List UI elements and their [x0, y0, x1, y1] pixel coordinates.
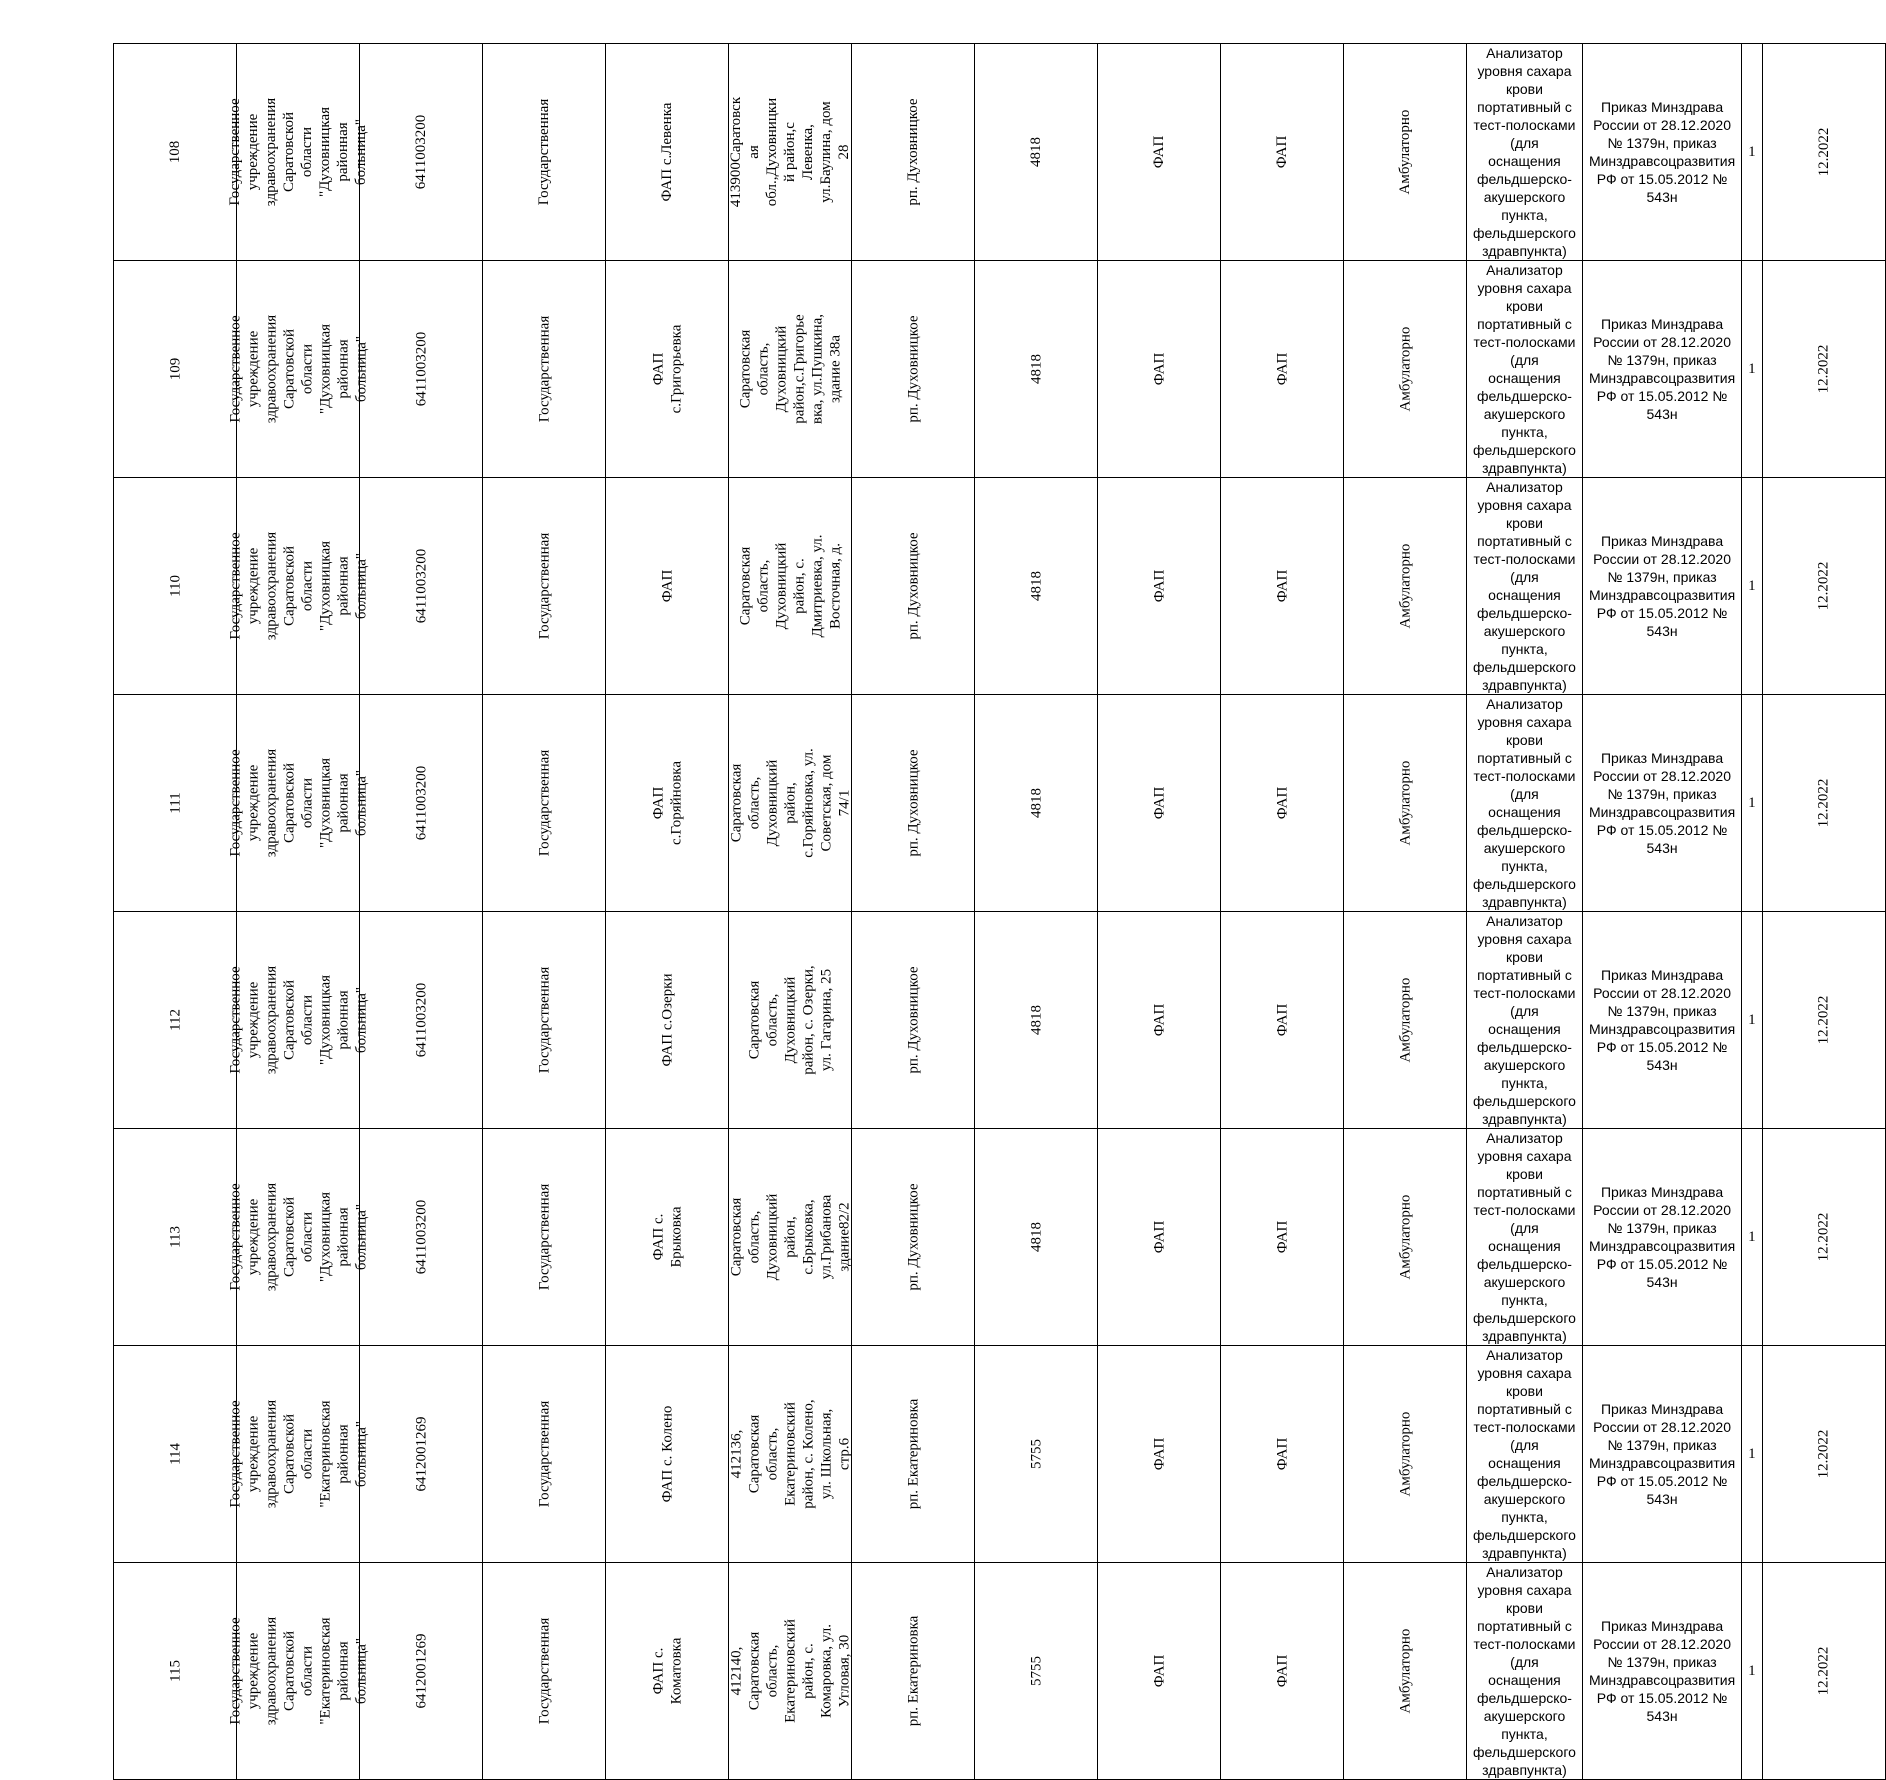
- inn-cell: [360, 912, 483, 1129]
- district-cell: [852, 695, 975, 912]
- quantity-value: 1: [1748, 795, 1756, 811]
- equipment-name: Анализатор уровня сахара крови портативный с тест-полосками (для оснащения фельдшерско-акушерского пункта, фельдшерского здравпункта): [1473, 45, 1576, 259]
- address-cell: [729, 261, 852, 478]
- ownership-form: Государственная: [536, 98, 552, 206]
- unit-address: Саратовская область, Духовницкий район, с. Озерки, ул. Гагарина, 25: [746, 965, 834, 1075]
- inn-cell: [360, 478, 483, 695]
- inn-value: 6411003200: [413, 765, 429, 841]
- care-mode: Амбулаторно: [1397, 1194, 1413, 1280]
- inn-cell: [360, 1346, 483, 1563]
- type2-cell: [1221, 695, 1344, 912]
- unit-type: ФАП: [1151, 1437, 1167, 1471]
- ownership-form: Государственная: [536, 1183, 552, 1291]
- unit-address: Саратовская область, Духовницкий район, с. Дмитриевка, ул. Восточная, д.: [737, 534, 843, 638]
- care-cell: [1344, 261, 1467, 478]
- basis-cell: [1582, 44, 1741, 261]
- unit-subtype: ФАП: [1274, 569, 1290, 603]
- care-cell: [1344, 44, 1467, 261]
- ownership-cell: [483, 1346, 606, 1563]
- unit-type: ФАП: [1151, 1003, 1167, 1037]
- table-row: [114, 1346, 1886, 1563]
- date-cell: [1762, 1346, 1885, 1563]
- unit-subtype: ФАП: [1274, 352, 1290, 386]
- unit-type: ФАП: [1151, 135, 1167, 169]
- unit-cell: [606, 1563, 729, 1780]
- code-cell: [975, 1346, 1098, 1563]
- type2-cell: [1221, 261, 1344, 478]
- district-cell: [852, 1346, 975, 1563]
- district-cell: [852, 261, 975, 478]
- organization-cell: [227, 695, 369, 912]
- due-date: 12.2022: [1815, 561, 1832, 611]
- date-cell: [1762, 1129, 1885, 1346]
- unit-name: ФАП с. Коматовка: [650, 1637, 684, 1705]
- care-mode: Амбулаторно: [1397, 109, 1413, 195]
- equipment-cell: [1467, 478, 1583, 695]
- unit-address: 413900Саратовск ая обл.,Духовницки й район,с Левенка, ул.Баулина, дом 28: [728, 96, 852, 208]
- inn-value: 6411003200: [413, 982, 429, 1058]
- district-name: рп. Духовницкое: [905, 1183, 921, 1291]
- table-row: [114, 1129, 1886, 1346]
- care-mode: Амбулаторно: [1397, 1411, 1413, 1497]
- quantity-cell: [1742, 912, 1763, 1129]
- due-date: 12.2022: [1815, 1212, 1832, 1262]
- type1-cell: [1098, 478, 1221, 695]
- unit-address: 412136, Саратовская область, Екатериновский район, с. Колено, ул. Школьная, стр.6: [728, 1399, 852, 1509]
- equipment-cell: [1467, 912, 1583, 1129]
- equipment-cell: [1467, 1129, 1583, 1346]
- unit-address: Саратовская область, Духовницкий район, с.Горяйновка, ул. Советская, дом 74/1: [728, 748, 852, 858]
- legal-basis: Приказ Минздрава России от 28.12.2020 № 1379н, приказ Минздравсоцразвития РФ от 15.05.2012 № 543н: [1588, 1618, 1736, 1724]
- organization-cell: [227, 478, 369, 695]
- organization-name: Государственное учреждение здравоохранения Саратовской области "Духовницкая районная больница": [227, 1182, 369, 1292]
- address-cell: [729, 1346, 852, 1563]
- equipment-name: Анализатор уровня сахара крови портативный с тест-полосками (для оснащения фельдшерско-акушерского пункта, фельдшерского здравпункта): [1473, 696, 1576, 910]
- code-value: 4818: [1028, 1222, 1044, 1252]
- ownership-cell: [483, 261, 606, 478]
- row-number: 114: [167, 1443, 183, 1465]
- unit-subtype: ФАП: [1274, 135, 1290, 169]
- unit-name: ФАП с.Левенка: [659, 102, 675, 202]
- table-row: [114, 695, 1886, 912]
- care-cell: [1344, 1346, 1467, 1563]
- equipment-name: Анализатор уровня сахара крови портативный с тест-полосками (для оснащения фельдшерско-акушерского пункта, фельдшерского здравпункта): [1473, 1130, 1576, 1344]
- inn-value: 6411003200: [413, 1199, 429, 1275]
- unit-cell: [606, 261, 729, 478]
- quantity-value: 1: [1748, 144, 1756, 160]
- district-name: рп. Духовницкое: [905, 966, 921, 1074]
- row-number-cell: [114, 478, 237, 695]
- quantity-value: 1: [1748, 578, 1756, 594]
- unit-type: ФАП: [1151, 352, 1167, 386]
- due-date: 12.2022: [1815, 344, 1832, 394]
- quantity-value: 1: [1748, 1229, 1756, 1245]
- district-name: рп. Екатериновка: [905, 1615, 921, 1727]
- date-cell: [1762, 912, 1885, 1129]
- row-number-cell: [114, 695, 237, 912]
- unit-name: ФАП с. Брыковка: [650, 1206, 684, 1268]
- equipment-name: Анализатор уровня сахара крови портативный с тест-полосками (для оснащения фельдшерско-акушерского пункта, фельдшерского здравпункта): [1473, 479, 1576, 693]
- unit-cell: [606, 695, 729, 912]
- date-cell: [1762, 695, 1885, 912]
- legal-basis: Приказ Минздрава России от 28.12.2020 № 1379н, приказ Минздравсоцразвития РФ от 15.05.2012 № 543н: [1588, 99, 1736, 205]
- unit-cell: [606, 478, 729, 695]
- unit-subtype: ФАП: [1274, 1003, 1290, 1037]
- inn-cell: [360, 1129, 483, 1346]
- equipment-name: Анализатор уровня сахара крови портативный с тест-полосками (для оснащения фельдшерско-акушерского пункта, фельдшерского здравпункта): [1473, 913, 1576, 1127]
- organization-cell: [227, 261, 369, 478]
- row-number-cell: [114, 1346, 237, 1563]
- district-cell: [852, 912, 975, 1129]
- unit-name: ФАП с.Григорьевка: [650, 324, 684, 414]
- date-cell: [1762, 261, 1885, 478]
- equipment-name: Анализатор уровня сахара крови портативный с тест-полосками (для оснащения фельдшерско-акушерского пункта, фельдшерского здравпункта): [1473, 262, 1576, 476]
- district-name: рп. Духовницкое: [905, 532, 921, 640]
- organization-cell: [227, 1563, 369, 1780]
- ownership-cell: [483, 695, 606, 912]
- table-row: [114, 261, 1886, 478]
- quantity-value: 1: [1748, 1012, 1756, 1028]
- type2-cell: [1221, 1346, 1344, 1563]
- quantity-value: 1: [1748, 361, 1756, 377]
- code-cell: [975, 1129, 1098, 1346]
- due-date: 12.2022: [1815, 995, 1832, 1045]
- type1-cell: [1098, 1129, 1221, 1346]
- care-mode: Амбулаторно: [1397, 1628, 1413, 1714]
- row-number-cell: [114, 1563, 237, 1780]
- organization-name: Государственное учреждение здравоохранения Саратовской области "Духовницкая районная больница": [227, 97, 369, 207]
- inn-cell: [360, 261, 483, 478]
- due-date: 12.2022: [1815, 127, 1832, 177]
- due-date: 12.2022: [1815, 778, 1832, 828]
- basis-cell: [1582, 478, 1741, 695]
- address-cell: [729, 1563, 852, 1780]
- unit-cell: [606, 912, 729, 1129]
- unit-type: ФАП: [1151, 1220, 1167, 1254]
- code-cell: [975, 478, 1098, 695]
- unit-cell: [606, 44, 729, 261]
- care-cell: [1344, 1563, 1467, 1780]
- row-number-cell: [114, 912, 237, 1129]
- legal-basis: Приказ Минздрава России от 28.12.2020 № 1379н, приказ Минздравсоцразвития РФ от 15.05.2012 № 543н: [1588, 1184, 1736, 1290]
- code-value: 5755: [1028, 1439, 1044, 1469]
- quantity-cell: [1742, 1129, 1763, 1346]
- code-value: 5755: [1028, 1656, 1044, 1686]
- organization-cell: [227, 44, 369, 261]
- table-row: [114, 912, 1886, 1129]
- equipment-name: Анализатор уровня сахара крови портативный с тест-полосками (для оснащения фельдшерско-акушерского пункта, фельдшерского здравпункта): [1473, 1347, 1576, 1561]
- code-value: 4818: [1028, 788, 1044, 818]
- organization-cell: [227, 1129, 369, 1346]
- quantity-value: 1: [1748, 1663, 1756, 1679]
- basis-cell: [1582, 1563, 1741, 1780]
- code-value: 4818: [1028, 1005, 1044, 1035]
- date-cell: [1762, 44, 1885, 261]
- ownership-form: Государственная: [536, 1400, 552, 1508]
- due-date: 12.2022: [1815, 1429, 1832, 1479]
- equipment-name: Анализатор уровня сахара крови портативный с тест-полосками (для оснащения фельдшерско-акушерского пункта, фельдшерского здравпункта): [1473, 1564, 1576, 1778]
- quantity-value: 1: [1748, 1446, 1756, 1462]
- basis-cell: [1582, 695, 1741, 912]
- type1-cell: [1098, 1346, 1221, 1563]
- organization-cell: [227, 1346, 369, 1563]
- unit-name: ФАП: [659, 569, 675, 603]
- district-cell: [852, 44, 975, 261]
- address-cell: [729, 912, 852, 1129]
- code-value: 4818: [1028, 137, 1044, 167]
- address-cell: [729, 478, 852, 695]
- row-number: 113: [167, 1226, 183, 1248]
- equipment-cell: [1467, 44, 1583, 261]
- ownership-form: Государственная: [536, 1617, 552, 1725]
- equipment-cell: [1467, 695, 1583, 912]
- care-mode: Амбулаторно: [1397, 977, 1413, 1063]
- equipment-table: [113, 43, 1886, 1780]
- basis-cell: [1582, 912, 1741, 1129]
- legal-basis: Приказ Минздрава России от 28.12.2020 № 1379н, приказ Минздравсоцразвития РФ от 15.05.2012 № 543н: [1588, 533, 1736, 639]
- code-cell: [975, 261, 1098, 478]
- table-body: [114, 44, 1886, 1780]
- district-cell: [852, 1129, 975, 1346]
- ownership-cell: [483, 1129, 606, 1346]
- due-date: 12.2022: [1815, 1646, 1832, 1696]
- unit-name: ФАП с.Горяйновка: [650, 760, 684, 846]
- row-number: 108: [167, 140, 183, 164]
- ownership-form: Государственная: [536, 749, 552, 857]
- care-cell: [1344, 1129, 1467, 1346]
- date-cell: [1762, 1563, 1885, 1780]
- row-number-cell: [114, 44, 237, 261]
- care-mode: Амбулаторно: [1397, 326, 1413, 412]
- organization-name: Государственное учреждение здравоохранения Саратовской области "Духовницкая районная больница": [227, 531, 369, 641]
- unit-subtype: ФАП: [1274, 1437, 1290, 1471]
- type1-cell: [1098, 695, 1221, 912]
- type1-cell: [1098, 912, 1221, 1129]
- quantity-cell: [1742, 1563, 1763, 1780]
- inn-value: 6412001269: [413, 1416, 429, 1492]
- type2-cell: [1221, 44, 1344, 261]
- care-cell: [1344, 912, 1467, 1129]
- ownership-form: Государственная: [536, 966, 552, 1074]
- district-name: рп. Екатериновка: [905, 1398, 921, 1510]
- care-cell: [1344, 478, 1467, 695]
- unit-address: 412140, Саратовская область, Екатериновский район, с. Комаровка, ул. Угловая, 30: [728, 1619, 852, 1723]
- table-row: [114, 1563, 1886, 1780]
- equipment-cell: [1467, 261, 1583, 478]
- organization-name: Государственное учреждение здравоохранения Саратовской области "Духовницкая районная больница": [227, 314, 369, 424]
- unit-type: ФАП: [1151, 1654, 1167, 1688]
- inn-cell: [360, 695, 483, 912]
- unit-subtype: ФАП: [1274, 786, 1290, 820]
- quantity-cell: [1742, 261, 1763, 478]
- inn-cell: [360, 1563, 483, 1780]
- basis-cell: [1582, 1129, 1741, 1346]
- district-name: рп. Духовницкое: [905, 98, 921, 206]
- table-row: [114, 44, 1886, 261]
- quantity-cell: [1742, 478, 1763, 695]
- row-number-cell: [114, 1129, 237, 1346]
- quantity-cell: [1742, 1346, 1763, 1563]
- type2-cell: [1221, 1129, 1344, 1346]
- ownership-form: Государственная: [536, 532, 552, 640]
- inn-cell: [360, 44, 483, 261]
- basis-cell: [1582, 1346, 1741, 1563]
- type2-cell: [1221, 1563, 1344, 1780]
- organization-cell: [227, 912, 369, 1129]
- legal-basis: Приказ Минздрава России от 28.12.2020 № 1379н, приказ Минздравсоцразвития РФ от 15.05.2012 № 543н: [1588, 316, 1736, 422]
- unit-subtype: ФАП: [1274, 1220, 1290, 1254]
- type1-cell: [1098, 1563, 1221, 1780]
- equipment-cell: [1467, 1346, 1583, 1563]
- type1-cell: [1098, 261, 1221, 478]
- unit-address: Саратовская область, Духовницкий район, с.Брыковка, ул.Грибанова здание82/2: [728, 1193, 852, 1281]
- row-number: 109: [167, 357, 183, 381]
- unit-subtype: ФАП: [1274, 1654, 1290, 1688]
- code-value: 4818: [1028, 354, 1044, 384]
- code-cell: [975, 695, 1098, 912]
- unit-cell: [606, 1346, 729, 1563]
- code-cell: [975, 44, 1098, 261]
- ownership-cell: [483, 1563, 606, 1780]
- code-cell: [975, 912, 1098, 1129]
- date-cell: [1762, 478, 1885, 695]
- address-cell: [729, 695, 852, 912]
- ownership-cell: [483, 912, 606, 1129]
- legal-basis: Приказ Минздрава России от 28.12.2020 № 1379н, приказ Минздравсоцразвития РФ от 15.05.2012 № 543н: [1588, 750, 1736, 856]
- organization-name: Государственное учреждение здравоохранения Саратовской области "Духовницкая районная больница": [227, 748, 369, 858]
- type2-cell: [1221, 478, 1344, 695]
- inn-value: 6411003200: [413, 548, 429, 624]
- table-row: [114, 478, 1886, 695]
- row-number: 111: [167, 792, 183, 814]
- organization-name: Государственное учреждение здравоохранения Саратовской области "Духовницкая районная больница": [227, 965, 369, 1075]
- organization-name: Государственное учреждение здравоохранения Саратовской области "Екатериновская районная больница": [227, 1616, 369, 1726]
- legal-basis: Приказ Минздрава России от 28.12.2020 № 1379н, приказ Минздравсоцразвития РФ от 15.05.2012 № 543н: [1588, 967, 1736, 1073]
- unit-cell: [606, 1129, 729, 1346]
- row-number: 115: [167, 1660, 183, 1682]
- quantity-cell: [1742, 695, 1763, 912]
- care-cell: [1344, 695, 1467, 912]
- code-value: 4818: [1028, 571, 1044, 601]
- organization-name: Государственное учреждение здравоохранения Саратовской области "Екатериновская районная больница": [227, 1399, 369, 1509]
- unit-name: ФАП с. Колено: [659, 1405, 675, 1503]
- unit-name: ФАП с.Озерки: [659, 973, 675, 1067]
- code-cell: [975, 1563, 1098, 1780]
- unit-type: ФАП: [1151, 786, 1167, 820]
- unit-type: ФАП: [1151, 569, 1167, 603]
- inn-value: 6411003200: [413, 114, 429, 190]
- district-cell: [852, 1563, 975, 1780]
- quantity-cell: [1742, 44, 1763, 261]
- row-number: 110: [167, 575, 183, 597]
- inn-value: 6411003200: [413, 331, 429, 407]
- row-number: 112: [167, 1009, 183, 1031]
- ownership-cell: [483, 44, 606, 261]
- care-mode: Амбулаторно: [1397, 543, 1413, 629]
- legal-basis: Приказ Минздрава России от 28.12.2020 № 1379н, приказ Минздравсоцразвития РФ от 15.05.2012 № 543н: [1588, 1401, 1736, 1507]
- ownership-form: Государственная: [536, 315, 552, 423]
- unit-address: Саратовская область, Духовницкий район,с.Григорье вка, ул.Пушкина, здание 38а: [737, 314, 843, 425]
- type1-cell: [1098, 44, 1221, 261]
- address-cell: [729, 1129, 852, 1346]
- district-name: рп. Духовницкое: [905, 315, 921, 423]
- district-name: рп. Духовницкое: [905, 749, 921, 857]
- inn-value: 6412001269: [413, 1633, 429, 1709]
- type2-cell: [1221, 912, 1344, 1129]
- address-cell: [729, 44, 852, 261]
- care-mode: Амбулаторно: [1397, 760, 1413, 846]
- ownership-cell: [483, 478, 606, 695]
- equipment-cell: [1467, 1563, 1583, 1780]
- basis-cell: [1582, 261, 1741, 478]
- row-number-cell: [114, 261, 237, 478]
- district-cell: [852, 478, 975, 695]
